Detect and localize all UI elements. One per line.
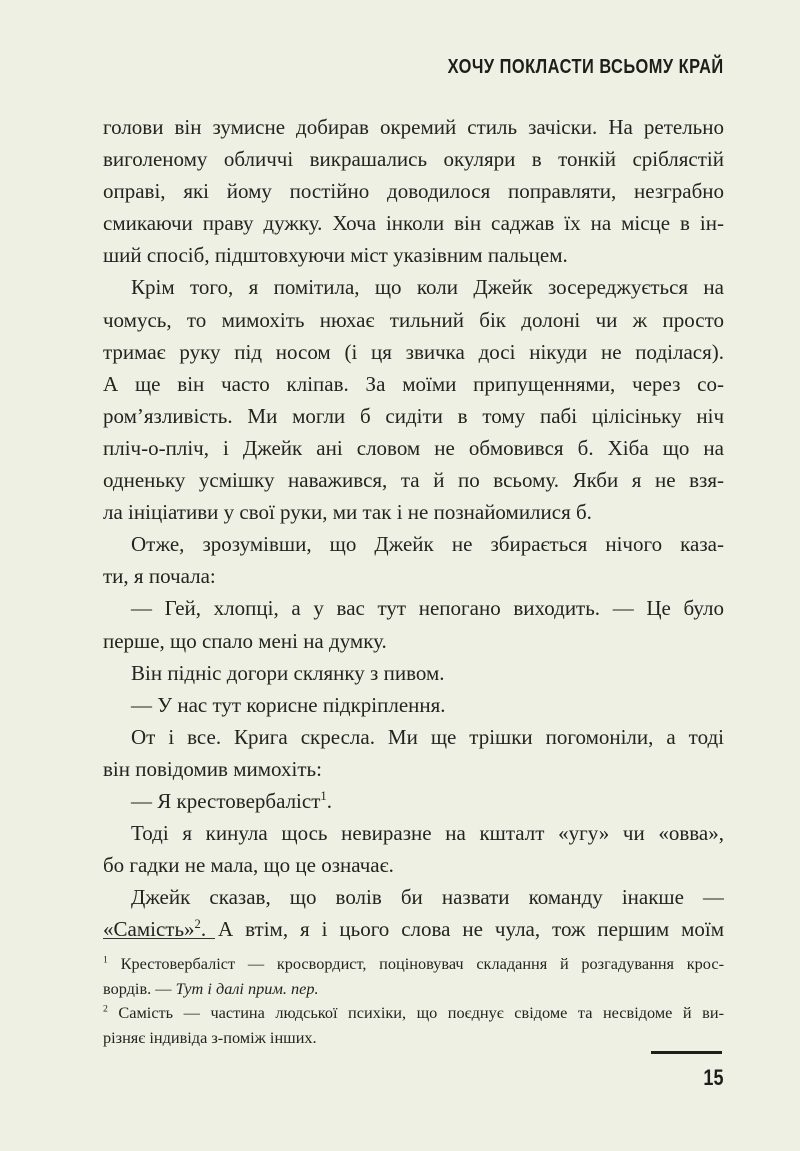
footnote-1-line — [103, 952, 724, 977]
text-line: смикаючи праву дужку. Хоча інколи він саджав їх на місце в ін- — [103, 211, 724, 236]
paragraph-first-line: Тоді я кинула щось невиразне на кшталт «угу» чи «овва», — [131, 821, 724, 846]
dialogue-line: — У нас тут корисне підкріплення. — [131, 692, 446, 717]
footnote-2-line — [103, 1001, 724, 1026]
text-line: ла ініціативи у свої руки, ми так і не познайомилися б. — [103, 500, 592, 525]
running-head: ХОЧУ ПОКЛАСТИ ВСЬОМУ КРАЙ — [447, 56, 724, 78]
footnote-text: Самість — частина людської психіки, що поєднує свідоме та несвідоме й ви- — [118, 1003, 724, 1022]
text-line: він повідомив мимохіть: — [103, 756, 322, 781]
footnote-text: вордів. — — [103, 978, 176, 998]
text-span: «Самість» — [103, 917, 195, 942]
paragraph-first-line: От і все. Крига скресла. Ми ще трішки погомоніли, а тоді — [131, 724, 724, 749]
text-line: тримає руку під носом (і ця звичка досі нікуди не поділася). — [103, 339, 724, 364]
footnote-1-line — [103, 977, 724, 1002]
text-span: . А втім, я і цього слова не чула, тож першим моїм — [200, 917, 724, 942]
paragraph-first-line: Джейк сказав, що волів би назвати команду інакше — — [131, 885, 724, 910]
text-line: ший спосіб, підштовхуючи міст указівним пальцем. — [103, 243, 568, 268]
footnote-divider — [103, 938, 215, 939]
text-span: . — [326, 788, 332, 813]
paragraph-first-line: Крім того, я помітила, що коли Джейк зосереджується на — [131, 275, 724, 300]
text-line: одненьку усмішку наважився, та й по всьому. Якби я не взя- — [103, 468, 724, 493]
text-line: чомусь, то мимохіть нюхає тильний бік долоні чи ж просто — [103, 307, 724, 332]
page-number: 15 — [702, 1065, 723, 1090]
text-line: голови він зумисне добирав окремий стиль зачіски. На ретельно — [103, 115, 724, 139]
footnote-marker: 2 — [103, 1003, 108, 1015]
footnote-italic-note: Тут і далі прим. пер. — [175, 978, 319, 998]
footnote-marker: 1 — [103, 954, 108, 966]
page-number-rule — [651, 1051, 722, 1054]
paragraph-first-line: Він підніс догори склянку з пивом. — [131, 660, 445, 685]
text-line: виголеному обличчі викрашались окуляри в тонкій сріблястій — [103, 147, 724, 172]
text-line: перше, що спало мені на думку. — [103, 628, 387, 653]
text-line: пліч-о-пліч, і Джейк ані словом не обмовився б. Хіба що на — [103, 435, 724, 460]
text-line: оправі, які йому постійно доводилося поправляти, незграбно — [103, 179, 724, 204]
text-span: — Я крестовербаліст — [131, 788, 321, 813]
text-line: А ще він часто кліпав. За моїми припущеннями, через со- — [103, 371, 724, 396]
footnote-reference: 1 — [320, 788, 327, 803]
body-text — [103, 111, 724, 945]
footnote-text: Крестовербаліст — кросвордист, поціновувач складання й розгадування крос- — [120, 954, 724, 973]
text-line: ром’язливість. Ми могли б сидіти в тому пабі цілісіньку ніч — [103, 403, 724, 428]
footnotes — [103, 952, 724, 1050]
text-line: ти, я почала: — [103, 564, 216, 589]
text-line — [103, 913, 724, 945]
footnote-reference: 2 — [194, 917, 201, 932]
dialogue-line — [103, 785, 724, 817]
dialogue-line: — Гей, хлопці, а у вас тут непогано виходить. — Це було — [131, 596, 724, 621]
text-line: бо гадки не мала, що це означає. — [103, 853, 394, 878]
footnote-2-line: різняє індивіда з-поміж інших. — [103, 1027, 317, 1047]
paragraph-first-line: Отже, зрозумівши, що Джейк не збирається нічого каза- — [131, 532, 724, 557]
